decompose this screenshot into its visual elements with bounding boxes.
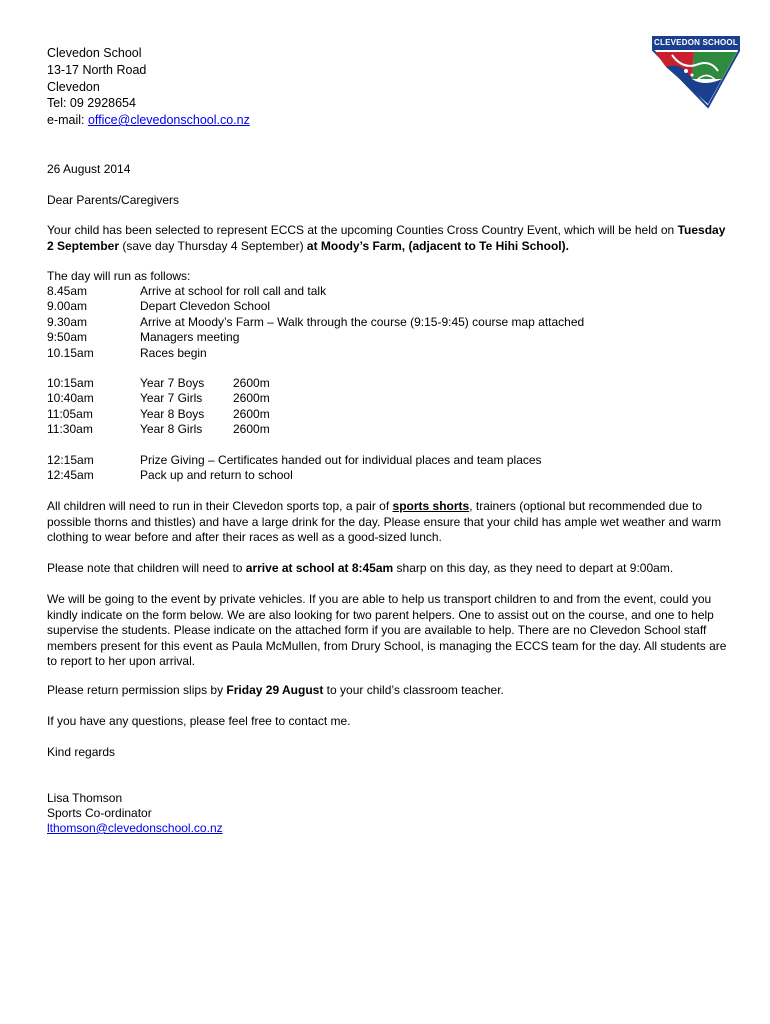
clothing-paragraph: [47, 499, 727, 546]
return-slips-paragraph: [47, 683, 727, 699]
return-deadline: Friday 29 August: [226, 683, 324, 697]
questions-line: If you have any questions, please feel free to contact me.: [47, 714, 351, 728]
town: Clevedon: [47, 79, 100, 94]
intro-text-1: Your child has been selected to represent ECCS at the upcoming Counties Cross Country Event, which will be held on: [47, 223, 678, 237]
clothing-text-1: All children will need to run in their Clevedon sports top, a pair of: [47, 499, 393, 513]
telephone: Tel: 09 2928654: [47, 96, 136, 111]
schedule-heading: The day will run as follows:: [47, 269, 191, 283]
return-text-2: to your child’s classroom teacher.: [323, 683, 504, 697]
salutation: Dear Parents/Caregivers: [47, 193, 180, 207]
arrival-paragraph: [47, 561, 727, 577]
return-text-1: Please return permission slips by: [47, 683, 227, 697]
email-label: e-mail:: [47, 113, 88, 128]
email-line: [47, 112, 250, 129]
intro-paragraph: [47, 223, 727, 254]
signatory-email-line: [47, 821, 223, 837]
event-date: Tuesday 2 September: [47, 223, 726, 253]
signatory-name: Lisa Thomson: [47, 791, 123, 805]
transport-paragraph: We will be going to the event by private vehicles. If you are able to help us transport children to and from the event, could you kindly indicate on the form below. We are also looking for two parent helpers. One to assist out on the course, and one to help supervise the students. Please indicate on the attached form if you are available to help. There are no Clevedon School staff members present for this event as Paula McMullen, from Drury School, is managing the ECCS team for the day. All students are to report to her upon arrival.: [47, 592, 727, 668]
arrival-text-2: sharp on this day, as they need to depart at 9:00am.: [393, 561, 674, 575]
sender-address: [47, 45, 250, 129]
school-logo: [652, 36, 742, 110]
letter-date: 26 August 2014: [47, 162, 131, 176]
event-location: at Moody’s Farm, (adjacent to Te Hihi School).: [306, 238, 569, 253]
logo-title: CLEVEDON SCHOOL: [652, 36, 740, 49]
clothing-text-2: , trainers (optional but recommended due to possible thorns and thistles) and have a large drink for the day. Please ensure that your child has ample wet weather and warm clothing to wear before and after their races as well as a good-sized lunch.: [47, 499, 722, 544]
arrival-text-1: Please note that children will need to: [47, 561, 246, 575]
signatory-email-link[interactable]: lthomson@clevedonschool.co.nz: [47, 821, 223, 835]
school-email-link[interactable]: office@clevedonschool.co.nz: [87, 113, 250, 128]
signoff: Kind regards: [47, 745, 116, 759]
arrival-time: arrive at school at 8:45am: [245, 561, 394, 575]
signatory-role: Sports Co-ordinator: [47, 806, 152, 820]
intro-text-2: (save day Thursday 4 September): [119, 238, 307, 253]
sports-shorts: sports shorts: [392, 499, 470, 513]
letter-page: Clevedon School 13-17 North Road Clevedon Tel: 09 2928654 e-mail: office@clevedonschool.co.nz CLEVEDON SCHOOL 26 August 2014 Dear Parents/Caregivers Your child has been selected to represent ECCS at the upcoming Counties Cross Country Event, which will be held on Tuesday 2 September (save day Thursday 4 September) at Moody’s Farm, (adjacent to Te Hihi School). The day will run as follows: 8.45am Arrive at school for roll call and talk 9.00am Depart Clevedon School 9.30am Arrive at Moody’s Farm – Walk through the course (9:15-9:45) course map attached 9:50am Managers meeting 10.15am Races begin 10:15am Year 7 Boys 2600m 10:40am Year 7 Girls 2600m 11:05am Year 8 Boys 2600m 11:30am Year 8 Girls 2600m 12:15am Prize Giving – Certificates handed out for individual places and team places 12:45am Pack up and return to school All children will need to run in their Clevedon sports top, a pair of sports shorts, trainers (optional but recommended due to possible thorns and thistles) and have a large drink for the day. Please ensure that your child has ample wet weather and warm clothing to wear before and after their races as well as a good-sized lunch. Please note that children will need to arrive at school at 8:45am sharp on this day, as they need to depart at 9:00am. We will be going to the event by private vehicles. If you are able to help us transport children to and from the event, could you kindly indicate on the form below. We are also looking for two parent helpers. One to assist out on the course, and one to help supervise the students. Please indicate on the attached form if you are available to help. There are no Clevedon School staff members present for this event as Paula McMullen, from Drury School, is managing the ECCS team for the day. All students are to report to her upon arrival. Please return permission slips by Friday 29 August to your child’s classroom teacher. If you have any questions, please feel free to contact me. Kind regards Lisa Thomson Sports Co-ordinator lthomson@clevedonschool.co.nz: [0, 0, 770, 1024]
school-name: Clevedon School: [47, 46, 142, 60]
logo-emblem-icon: [652, 49, 740, 109]
street-address: 13-17 North Road: [47, 62, 147, 77]
